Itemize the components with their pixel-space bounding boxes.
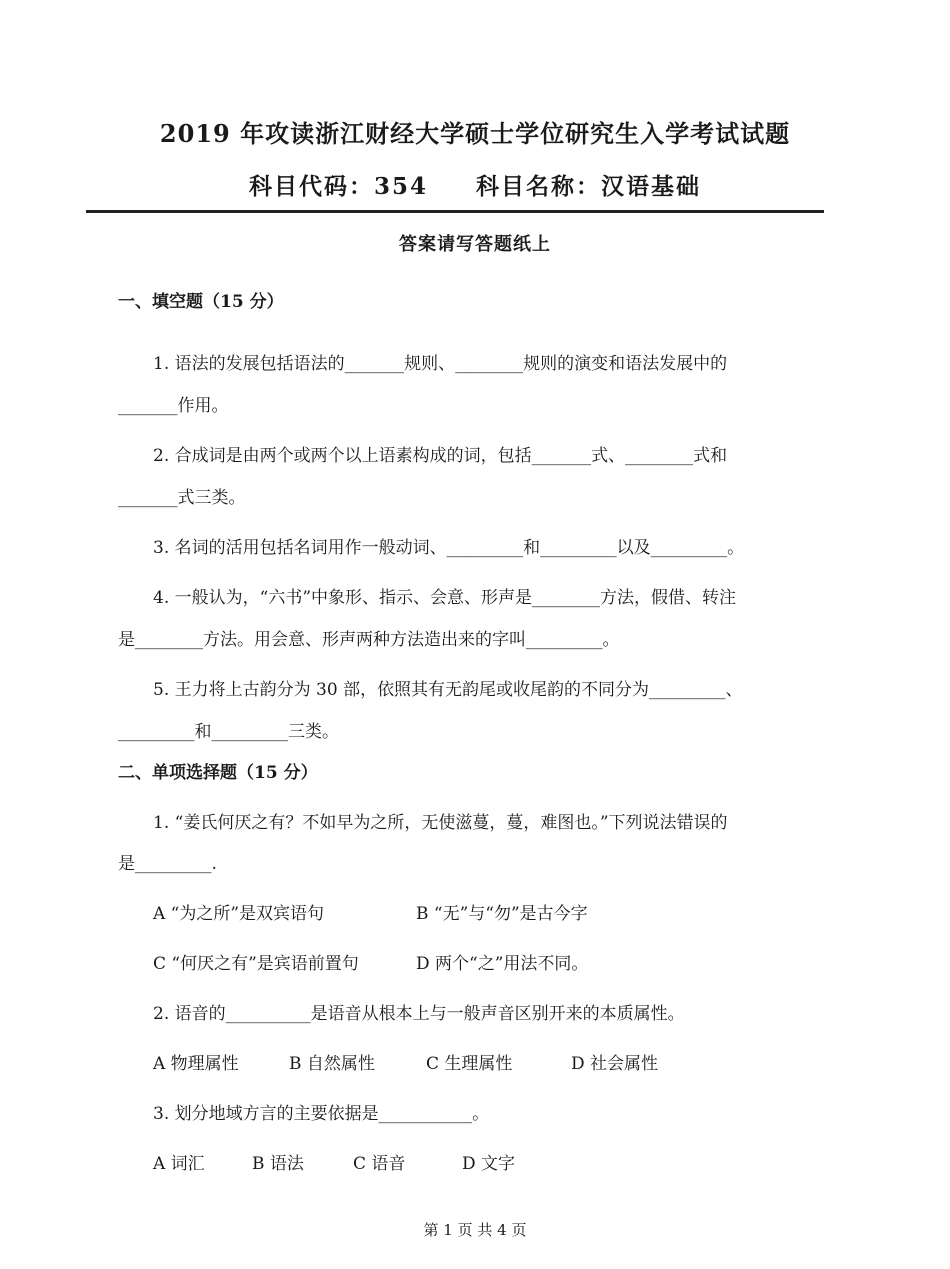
s2-q3-line1: 3. 划分地域方言的主要依据是___________。 [153,1104,490,1124]
answer-notice: 答案请写答题纸上 [399,234,551,255]
s2-q3-option-b: B 语法 [252,1154,304,1174]
s2-q2-option-c: C 生理属性 [426,1054,513,1074]
s2-q1-line1: 1. “姜氏何厌之有？不如早为之所，无使滋蔓，蔓，难图也。”下列说法错误的 [153,813,728,833]
s1-q5-line2: _________和_________三类。 [118,722,339,742]
s1-q4-line1: 4. 一般认为，“六书”中象形、指示、会意、形声是________方法，假借、转注 [153,588,737,608]
s1-q3-line1: 3. 名词的活用包括名词用作一般动词、_________和_________以及_________。 [153,538,745,558]
s2-q3-option-a: A 词汇 [153,1154,205,1174]
s1-q1-line1: 1. 语法的发展包括语法的_______规则、________规则的演变和语法发展中的 [153,354,728,374]
page-footer: 第 1 页 共 4 页 [423,1221,527,1239]
s2-q3-option-d: D 文字 [462,1154,516,1174]
s2-q1-line2: 是_________. [118,854,217,874]
s2-q2-option-d: D 社会属性 [571,1054,659,1074]
s2-q2-option-a: A 物理属性 [153,1054,239,1074]
s1-q5-line1: 5. 王力将上古韵分为 30 部，依照其有无韵尾或收尾韵的不同分为_________、 [153,680,743,700]
subject-name: 科目名称：汉语基础 [476,173,701,200]
s2-q1-option-b: B “无”与“勿”是古今字 [416,904,588,924]
s2-q1-option-c: C “何厌之有”是宾语前置句 [153,954,359,974]
s2-q1-option-a: A “为之所”是双宾语句 [153,904,325,924]
section1-heading: 一、填空题（15 分） [118,292,284,312]
s2-q3-option-c: C 语音 [353,1154,406,1174]
s1-q2-line1: 2. 合成词是由两个或两个以上语素构成的词，包括_______式、________式和 [153,446,728,466]
s2-q2-line1: 2. 语音的__________是语音从根本上与一般声音区别开来的本质属性。 [153,1004,685,1024]
s1-q1-line2: _______作用。 [118,396,229,416]
s1-q4-line2: 是________方法。用会意、形声两种方法造出来的字叫_________。 [118,630,620,650]
s2-q2-option-b: B 自然属性 [289,1054,375,1074]
s1-q2-line2: _______式三类。 [118,488,246,508]
subject-line [0,168,950,201]
header-divider [86,210,824,213]
s2-q1-option-d: D 两个“之”用法不同。 [416,954,589,974]
subject-code: 科目代码：354 [248,173,428,200]
section2-heading: 二、单项选择题（15 分） [118,763,318,783]
exam-title: 2019 年攻读浙江财经大学硕士学位研究生入学考试试题 [159,119,791,148]
